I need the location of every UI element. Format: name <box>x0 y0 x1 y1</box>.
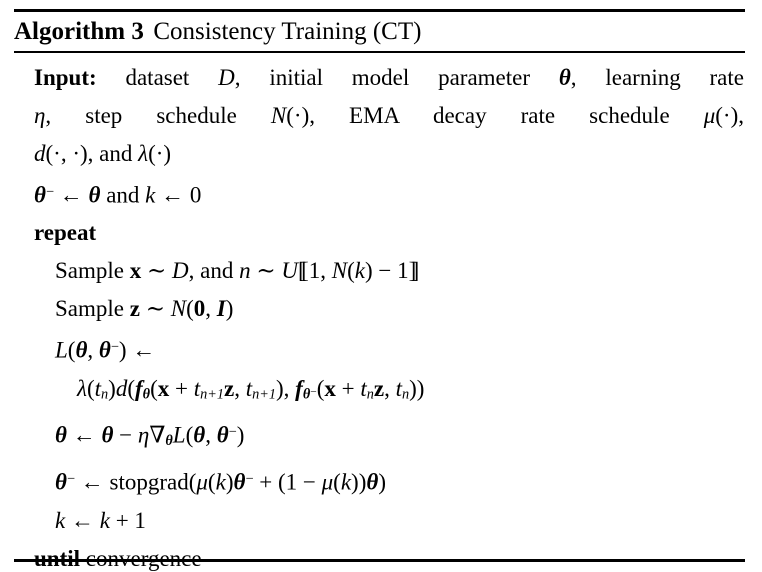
algorithm-body <box>0 59 762 572</box>
bottom-rule <box>14 559 745 562</box>
algo-line-12: k ← k + 1 <box>55 507 146 533</box>
algorithm-label: Algorithm 3 <box>14 18 144 45</box>
algo-line-11: θ− ← stopgrad(μ(k)θ− + (1 − μ(k))θ) <box>55 469 386 495</box>
caption-rule <box>14 51 745 53</box>
algorithm-caption <box>14 17 421 47</box>
algo-line-1: Input: dataset D, initial model parameter θ, learning rate <box>34 65 744 90</box>
algo-line-9: λ(tn)d(fθ(x + tn+1z, tn+1), fθ−(x + tnz, tn)) <box>77 375 425 403</box>
algo-line-3: d(·, ·), and λ(·) <box>34 141 172 166</box>
top-rule <box>14 9 745 12</box>
algo-line-6: Sample x ∼ D, and n ∼ U[[ 1, N(k) − 1]] <box>55 258 415 284</box>
algo-line-8: L(θ, θ−) ← <box>55 337 156 363</box>
algo-line-2: η, step schedule N(·), EMA decay rate schedule μ(·), <box>34 103 744 128</box>
algo-line-5: repeat <box>34 220 97 246</box>
algo-line-13 <box>0 540 762 572</box>
algo-line-7: Sample z ∼ N(0, I) <box>55 296 234 322</box>
algo-line-4: θ− ← θ and k ← 0 <box>34 182 202 208</box>
algo-line-10: θ ← θ − η∇θL(θ, θ−) <box>55 422 245 450</box>
algorithm-title: Consistency Training (CT) <box>153 18 422 45</box>
